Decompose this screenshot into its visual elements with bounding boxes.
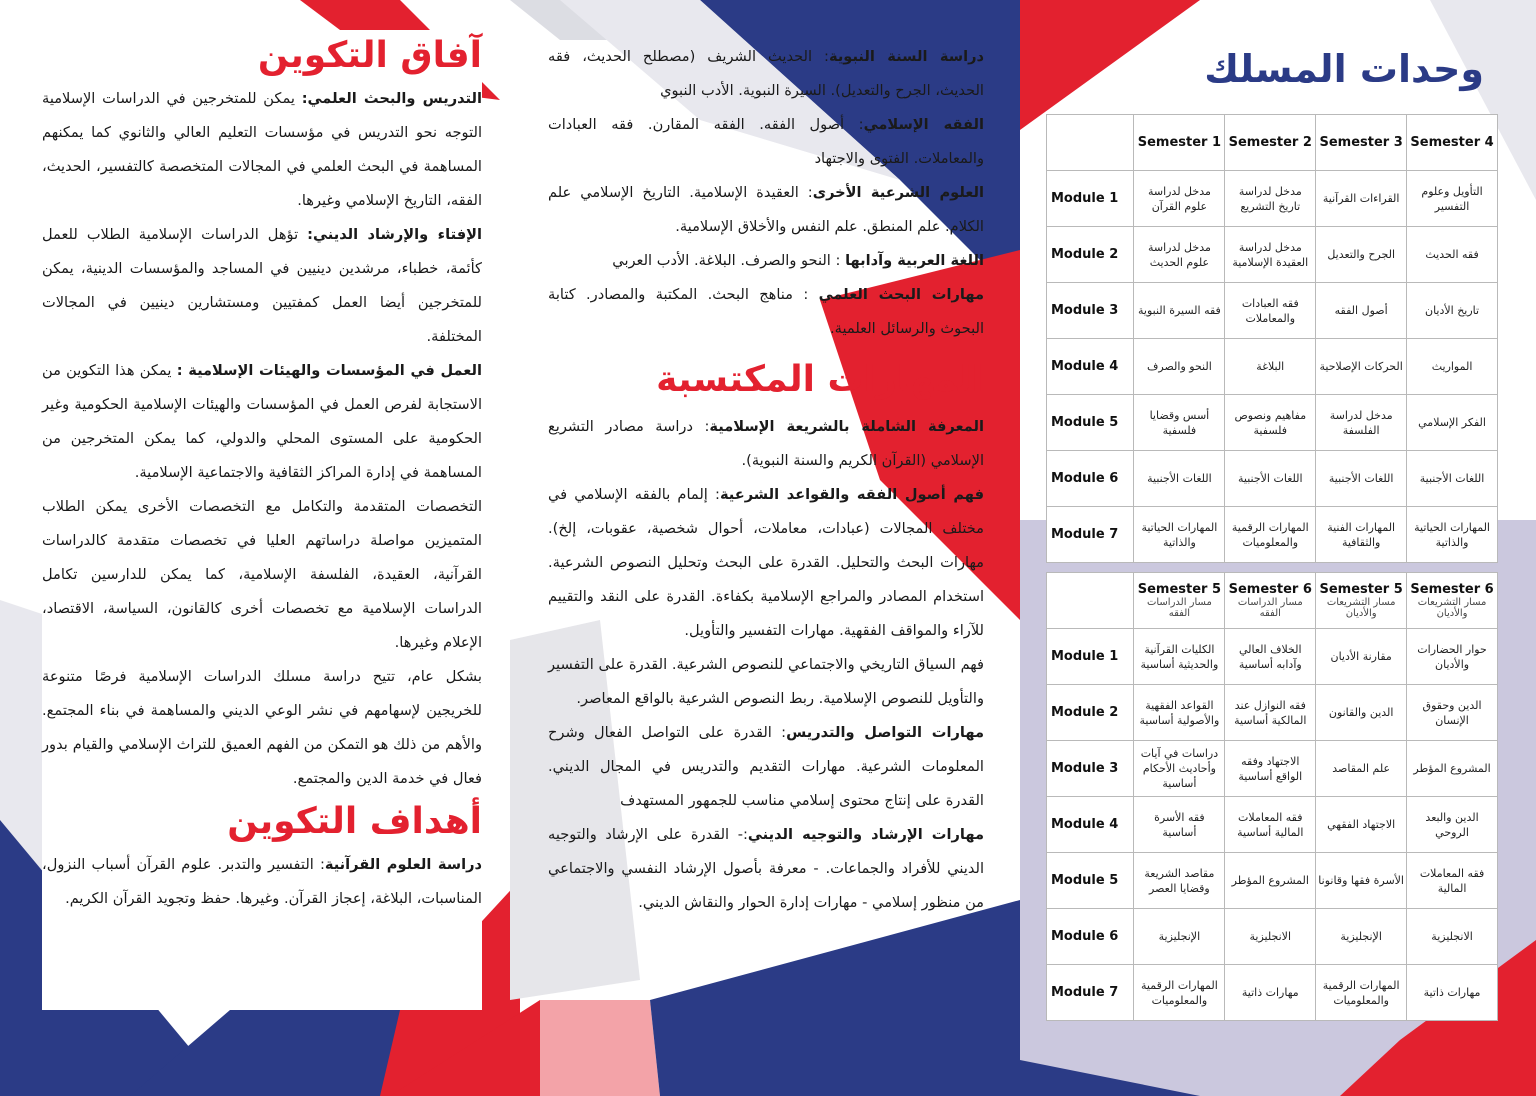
module-label: Module 6 bbox=[1047, 451, 1134, 507]
module-label: Module 2 bbox=[1047, 685, 1134, 741]
table-cell: المهارات الرقمية والمعلوميات bbox=[1134, 965, 1225, 1021]
paragraph-text: : إلمام بالفقه الإسلامي في مختلف المجالات (عبادات، معاملات، أحوال شخصية، عقوبات، إلخ). مهارات البحث والتحليل. القدرة على البحث وتحليل النصوص الشرعية. استخدام المصادر والمراجع الإسلامية بكفاءة. القدرة على النقد والتقييم للآراء والمواقف الفقهية. مهارات التفسير والتأويل. bbox=[548, 486, 984, 639]
table-cell: المواريث bbox=[1407, 339, 1498, 395]
table-cell: المهارات الرقمية والمعلوميات bbox=[1225, 507, 1316, 563]
paragraph bbox=[42, 82, 482, 218]
table-cell: مفاهيم ونصوص فلسفية bbox=[1225, 395, 1316, 451]
table-cell: القواعد الفقهية والأصولية أساسية bbox=[1134, 685, 1225, 741]
paragraph-text: : التفسير والتدبر. علوم القرآن أسباب النزول، المناسبات، البلاغة، إعجاز القرآن. وغيرها. حفظ وتجويد القرآن الكريم. bbox=[42, 856, 482, 907]
paragraph-text: :- القدرة على الإرشاد والتوجيه الديني للأفراد والجماعات. - معرفة بأصول الإرشاد النفسي والاجتماعي من منظور إسلامي - مهارات إدارة الحوار والنقاش الديني. bbox=[548, 826, 984, 911]
semester-header: Semester 3 bbox=[1316, 115, 1407, 171]
paragraph-head: المعرفة الشاملة بالشريعة الإسلامية bbox=[709, 418, 984, 435]
semester-label: Semester 6 bbox=[1410, 582, 1494, 597]
table-cell: مدخل لدراسة علوم الحديث bbox=[1134, 227, 1225, 283]
paragraph-text: : أصول الفقه. الفقه المقارن. فقه العبادات والمعاملات. الفتوى والاجتهاد bbox=[548, 116, 984, 167]
paragraph bbox=[42, 848, 482, 916]
module-label: Module 2 bbox=[1047, 227, 1134, 283]
table-cell: أسس وقضايا فلسفية bbox=[1134, 395, 1225, 451]
paragraph bbox=[548, 716, 984, 818]
table-cell: المهارات الحياتية والذاتية bbox=[1407, 507, 1498, 563]
table-cell: مدخل لدراسة تاريخ التشريع bbox=[1225, 171, 1316, 227]
module-label: Module 5 bbox=[1047, 395, 1134, 451]
table-cell: المشروع المؤطر bbox=[1225, 853, 1316, 909]
table-cell: فقه النوازل عند المالكية أساسية bbox=[1225, 685, 1316, 741]
module-label: Module 3 bbox=[1047, 283, 1134, 339]
table-cell: مقارنة الأديان bbox=[1316, 629, 1407, 685]
paragraph-head: فهم أصول الفقه والقواعد الشرعية bbox=[719, 486, 985, 503]
paragraph bbox=[548, 278, 984, 346]
paragraph-text: التخصصات المتقدمة والتكامل مع التخصصات الأخرى يمكن الطلاب المتميزين مواصلة دراساتهم العليا في تخصصات متقدمة كالدراسات القرآنية، العقيدة، الفلسفة الإسلامية، كما يمكن للدارسين تكامل الدراسات الإسلامية مع تخصصات أخرى كالقانون، السياسة، الاقتصاد، الإعلام وغيرها. bbox=[42, 498, 482, 651]
table-cell: النحو والصرف bbox=[1134, 339, 1225, 395]
table-cell: الحركات الإصلاحية bbox=[1316, 339, 1407, 395]
table-cell: المشروع المؤطر bbox=[1407, 741, 1498, 797]
paragraph bbox=[548, 40, 984, 108]
paragraph bbox=[548, 410, 984, 478]
semester-header bbox=[1225, 573, 1316, 629]
table-row bbox=[1047, 227, 1498, 283]
paragraph-text: بشكل عام، تتيح دراسة مسلك الدراسات الإسلامية فرصًا متنوعة للخريجين لإسهامهم في نشر الوعي الديني والمساهمة في بناء المجتمع. والأهم من ذلك هو التمكن من الفهم العميق للتراث الإسلامي والقيام بدور فعال في خدمة الدين والمجتمع. bbox=[42, 668, 482, 787]
table-cell: علم المقاصد bbox=[1316, 741, 1407, 797]
semester-header bbox=[1134, 573, 1225, 629]
table-cell: مدخل لدراسة الفلسفة bbox=[1316, 395, 1407, 451]
table-cell: أصول الفقه bbox=[1316, 283, 1407, 339]
module-label: Module 4 bbox=[1047, 339, 1134, 395]
paragraph-head: دراسة العلوم القرآنية bbox=[324, 856, 482, 873]
paragraph bbox=[548, 176, 984, 244]
table-row bbox=[1047, 395, 1498, 451]
paragraph bbox=[42, 490, 482, 660]
table-cell: اللغات الأجنبية bbox=[1407, 451, 1498, 507]
table-row bbox=[1047, 685, 1498, 741]
paragraph-text: يمكن للمتخرجين في الدراسات الإسلامية التوجه نحو التدريس في مؤسسات التعليم العالي والثانوي كما يمكنهم المساهمة في البحث العلمي في المجالات المتخصصة كالتفسير، الحديث، الفقه، التاريخ الإسلامي وغيرها. bbox=[42, 90, 482, 209]
paragraph-head: دراسة السنة النبوية bbox=[828, 48, 984, 65]
table-cell: الأسرة فقها وقانونا bbox=[1316, 853, 1407, 909]
table-cell: الاجتهاد الفقهي bbox=[1316, 797, 1407, 853]
table-cell: اللغات الأجنبية bbox=[1225, 451, 1316, 507]
table-cell: الانجليزية bbox=[1407, 909, 1498, 965]
paragraph bbox=[548, 244, 984, 278]
table-cell: المهارات الرقمية والمعلوميات bbox=[1316, 965, 1407, 1021]
paragraph-head: التدريس والبحث العلمي: bbox=[301, 90, 482, 107]
table-cell: الإنجليزية bbox=[1134, 909, 1225, 965]
table-cell: مهارات ذاتية bbox=[1407, 965, 1498, 1021]
left-panel bbox=[42, 30, 482, 1010]
table-cell: الخلاف العالي وآدابه أساسية bbox=[1225, 629, 1316, 685]
module-label: Module 7 bbox=[1047, 507, 1134, 563]
table-cell: فقه السيرة النبوية bbox=[1134, 283, 1225, 339]
module-label: Module 1 bbox=[1047, 171, 1134, 227]
table-cell: الكليات القرآنية والحديثية أساسية bbox=[1134, 629, 1225, 685]
table-cell: فقه العبادات والمعاملات bbox=[1225, 283, 1316, 339]
corner-cell bbox=[1047, 573, 1134, 629]
middle-panel bbox=[548, 40, 984, 1050]
table-row bbox=[1047, 741, 1498, 797]
table-cell: اللغات الأجنبية bbox=[1134, 451, 1225, 507]
paragraph bbox=[42, 354, 482, 490]
table-cell: الجرح والتعديل bbox=[1316, 227, 1407, 283]
semester-header bbox=[1316, 573, 1407, 629]
paragraph-text: : العقيدة الإسلامية. التاريخ الإسلامي علم الكلام. علم المنطق. علم النفس والأخلاق الإسلامية. bbox=[548, 184, 984, 235]
track-label: مسار الدراسات الفقه bbox=[1146, 597, 1212, 619]
modules-table-semesters-5-6 bbox=[1046, 572, 1498, 1021]
table-cell: فقه المعاملات المالية bbox=[1407, 853, 1498, 909]
paragraph-text: : القدرة على التواصل الفعال وشرح المعلومات الشرعية. مهارات التقديم والتدريس في المجال الديني. القدرة على إنتاج محتوى إسلامي مناسب للجمهور المستهدف bbox=[548, 724, 984, 809]
paragraph-head: العمل في المؤسسات والهيئات الإسلامية : bbox=[176, 362, 482, 379]
table-cell: الدين والقانون bbox=[1316, 685, 1407, 741]
skills-title: المهارات المكتسبة bbox=[656, 359, 984, 400]
table-cell: القراءات القرآنية bbox=[1316, 171, 1407, 227]
table-cell: الدين وحقوق الإنسان bbox=[1407, 685, 1498, 741]
semester-header: Semester 4 bbox=[1407, 115, 1498, 171]
paragraph-head: مهارات البحث العلمي bbox=[818, 286, 984, 303]
table-cell: اللغات الأجنبية bbox=[1316, 451, 1407, 507]
module-label: Module 1 bbox=[1047, 629, 1134, 685]
module-label: Module 7 bbox=[1047, 965, 1134, 1021]
paragraph bbox=[42, 218, 482, 354]
table-cell: فقه الأسرة أساسية bbox=[1134, 797, 1225, 853]
modules-table-semesters-1-4 bbox=[1046, 114, 1498, 563]
paragraph bbox=[548, 818, 984, 920]
table-cell: دراسات في آيات وأحاديث الأحكام أساسية bbox=[1134, 741, 1225, 797]
table-cell: البلاغة bbox=[1225, 339, 1316, 395]
paragraph-head: الفقه الإسلامي bbox=[863, 116, 984, 133]
table-cell: حوار الحضارات والأديان bbox=[1407, 629, 1498, 685]
semester-label: Semester 5 bbox=[1137, 582, 1222, 597]
module-label: Module 3 bbox=[1047, 741, 1134, 797]
semester-label: Semester 5 bbox=[1319, 582, 1403, 597]
corner-cell bbox=[1047, 115, 1134, 171]
objectives-title: أهداف التكوين bbox=[227, 801, 482, 842]
semester-label: Semester 6 bbox=[1228, 582, 1312, 597]
table-row bbox=[1047, 283, 1498, 339]
table-cell: المهارات الفنية والثقافية bbox=[1316, 507, 1407, 563]
module-label: Module 6 bbox=[1047, 909, 1134, 965]
table-row bbox=[1047, 171, 1498, 227]
table-cell: مهارات ذاتية bbox=[1225, 965, 1316, 1021]
semester-header: Semester 1 bbox=[1134, 115, 1225, 171]
paragraph-text: : دراسة مصادر التشريع الإسلامي (القرآن الكريم والسنة النبوية). bbox=[548, 418, 984, 469]
paragraph bbox=[548, 648, 984, 716]
module-label: Module 4 bbox=[1047, 797, 1134, 853]
paragraph-head: الإفتاء والإرشاد الديني: bbox=[307, 226, 482, 243]
table-cell: تاريخ الأديان bbox=[1407, 283, 1498, 339]
paragraph bbox=[42, 660, 482, 796]
paragraph-text: يمكن هذا التكوين من الاستجابة لفرص العمل في المؤسسات والهيئات الإسلامية الحكومية وغير الحكومية على المستوى المحلي والدولي، كما يمكن المتخرجين من المساهمة في إدارة المراكز الثقافية والاجتماعية الإسلامية. bbox=[42, 362, 482, 481]
paragraph-text: تؤهل الدراسات الإسلامية الطلاب للعمل كأئمة، خطباء، مرشدين دينيين في المساجد والمؤسسات الدينية، يمكن للمتخرجين أيضا العمل كمفتيين ومستشارين دينيين في المجالات المختلفة. bbox=[42, 226, 482, 345]
table-cell: مدخل لدراسة العقيدة الإسلامية bbox=[1225, 227, 1316, 283]
table-cell: الدين والبعد الروحي bbox=[1407, 797, 1498, 853]
paragraph-text: : مناهج البحث. المكتبة والمصادر. كتابة البحوث والرسائل العلمية. bbox=[548, 286, 984, 337]
paragraph-head: اللغة العربية وآدابها bbox=[845, 252, 984, 269]
paragraph-head: مهارات الإرشاد والتوجيه الديني bbox=[747, 826, 984, 843]
table-row bbox=[1047, 451, 1498, 507]
table-row bbox=[1047, 797, 1498, 853]
table-row bbox=[1047, 853, 1498, 909]
table-cell: الانجليزية bbox=[1225, 909, 1316, 965]
table-cell: فقه الحديث bbox=[1407, 227, 1498, 283]
table-cell: الإنجليزية bbox=[1316, 909, 1407, 965]
paragraph bbox=[548, 108, 984, 176]
paragraph-head: مهارات التواصل والتدريس bbox=[786, 724, 984, 741]
paragraph-text: : الحديث الشريف (مصطلح الحديث، فقه الحديث، الجرح والتعديل). السيرة النبوية. الأدب النبوي bbox=[548, 48, 984, 99]
paragraph-text: : النحو والصرف. البلاغة. الأدب العربي bbox=[612, 252, 846, 269]
table-cell: فقه المعاملات المالية أساسية bbox=[1225, 797, 1316, 853]
paragraph-text: فهم السياق التاريخي والاجتماعي للنصوص الشرعية. القدرة على التفسير والتأويل للنصوص الإسلامية. ربط النصوص الشرعية بالواقع المعاصر. bbox=[548, 656, 984, 707]
table-cell: التأويل وعلوم التفسير bbox=[1407, 171, 1498, 227]
horizons-paragraphs bbox=[42, 82, 482, 796]
module-label: Module 5 bbox=[1047, 853, 1134, 909]
table-row bbox=[1047, 909, 1498, 965]
modules-title: وحدات المسلك bbox=[1204, 47, 1484, 91]
horizons-title: آفاق التكوين bbox=[257, 35, 482, 76]
track-label: مسار التشريعات والأديان bbox=[1417, 597, 1487, 619]
table-cell: مقاصد الشريعة وقضايا العصر bbox=[1134, 853, 1225, 909]
paragraph bbox=[548, 478, 984, 648]
table-cell: مدخل لدراسة علوم القرآن bbox=[1134, 171, 1225, 227]
semester-header: Semester 2 bbox=[1225, 115, 1316, 171]
table-row bbox=[1047, 339, 1498, 395]
semester-header bbox=[1407, 573, 1498, 629]
table-row bbox=[1047, 629, 1498, 685]
track-label: مسار الدراسات الفقه bbox=[1237, 597, 1303, 619]
paragraph-head: العلوم الشرعية الأخرى bbox=[812, 184, 985, 201]
table-cell: الفكر الإسلامي bbox=[1407, 395, 1498, 451]
table-row bbox=[1047, 507, 1498, 563]
table-cell: المهارات الحياتية والذاتية bbox=[1134, 507, 1225, 563]
table-row bbox=[1047, 965, 1498, 1021]
track-label: مسار التشريعات والأديان bbox=[1326, 597, 1396, 619]
table-cell: الاجتهاد وفقه الواقع أساسية bbox=[1225, 741, 1316, 797]
